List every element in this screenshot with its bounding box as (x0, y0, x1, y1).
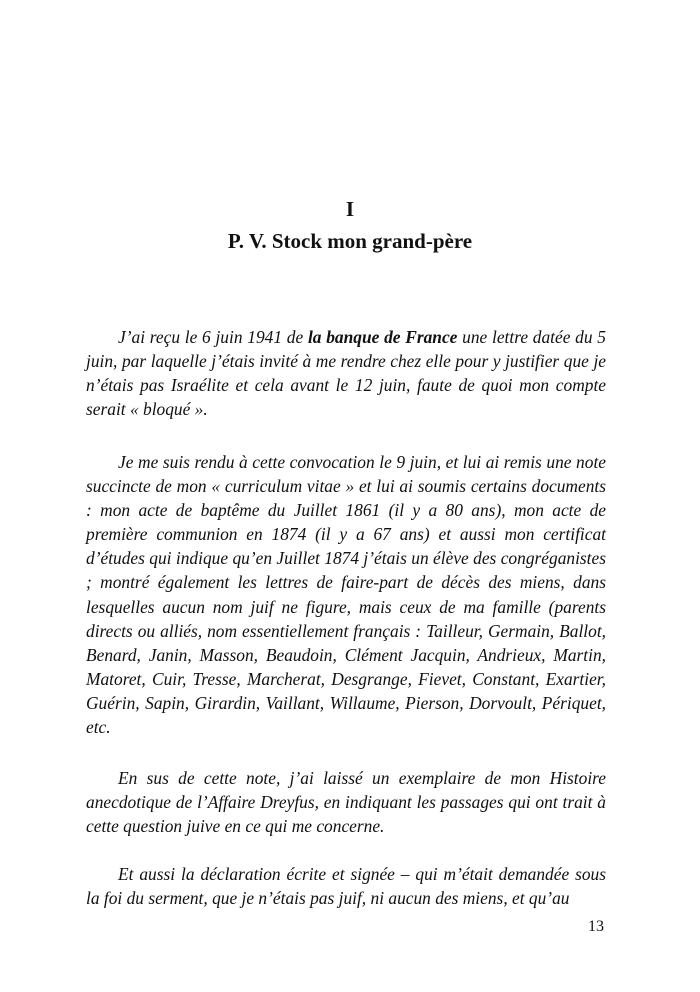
chapter-number: I (345, 197, 355, 221)
bank-name-emphasis: la banque de France (307, 327, 458, 347)
paragraph-1-lead: J’ai reçu le 6 juin 1941 de (118, 327, 308, 347)
chapter-title: P. V. Stock mon grand-père (227, 229, 473, 253)
paragraph-4: Et aussi la déclaration écrite et signée – qui m’était demandée sous la foi du serment, que je n’étais pas juif, ni aucun des miens, et qu’au (86, 864, 606, 909)
paragraph-1-rest: une lettre datée du 5 juin, par laquelle j’étais invité à me rendre chez elle pour y justifier que je n’étais pas Israélite et cela avant le 12 juin, faute de quoi mon compte serait « bloqué ». (86, 327, 606, 420)
page-number: 13 (588, 918, 604, 935)
paragraph-3: En sus de cette note, j’ai laissé un exemplaire de mon Histoire anecdotique de l’Affaire Dreyfus, en indiquant les passages qui ont trait à cette question juive en ce qui me concerne. (86, 768, 606, 837)
paragraph-2: Je me suis rendu à cette convocation le 9 juin, et lui ai remis une note succincte de mon « curriculum vitae » et lui ai soumis certains documents : mon acte de baptême du Juillet 1861 (il y a 80 ans), mon acte de première communion en 1874 (il y a 67 ans) et aussi mon certificat d’études qui indique qu’en Juillet 1874 j’étais un élève des congréganistes ; montré également les lettres de faire-part de décès des miens, dans lesquelles aucun nom juif ne figure, mais ceux de ma famille (parents directs ou alliés, nom essentiellement français : Tailleur, Germain, Ballot, Benard, Janin, Masson, Beaudoin, Clément Jacquin, Andrieux, Martin, Matoret, Cuir, Tresse, Marcherat, Desgrange, Fievet, Constant, Exartier, Guérin, Sapin, Girardin, Vaillant, Willaume, Pierson, Dorvoult, Périquet, etc. (86, 452, 606, 738)
paragraph-1 (86, 325, 606, 421)
